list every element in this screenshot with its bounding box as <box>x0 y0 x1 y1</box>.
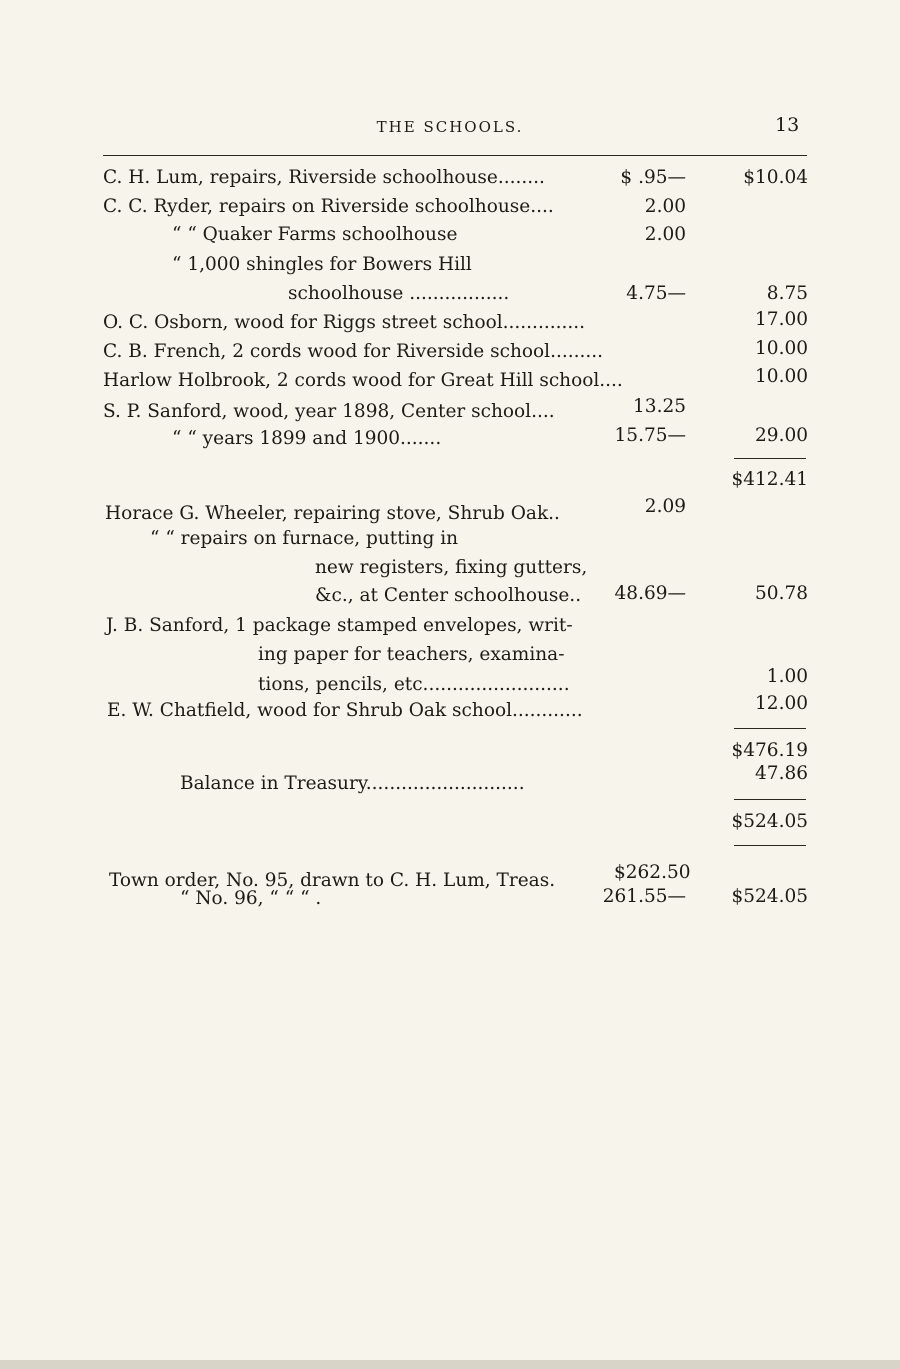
ledger-total: 17.00 <box>755 309 808 330</box>
ledger-subamount: 4.75— <box>626 283 686 304</box>
sum-rule <box>734 728 806 729</box>
ledger-total: 1.00 <box>766 666 808 687</box>
ledger-total: 10.00 <box>755 338 808 359</box>
ledger-total: 50.78 <box>755 583 808 604</box>
ledger-line: “ “ repairs on furnace, putting in <box>150 528 459 549</box>
town-order-line: Town order, No. 95, drawn to C. H. Lum, Treas. <box>109 870 556 891</box>
ledger-total: 10.00 <box>755 366 808 387</box>
scan-edge <box>0 1360 900 1369</box>
ledger-line: tions, pencils, etc......................... <box>258 674 570 695</box>
ledger-subamount: 2.09 <box>644 496 686 517</box>
ledger-line: new registers, fixing gutters, <box>315 557 588 578</box>
sum-rule <box>734 845 806 846</box>
header-rule <box>103 155 807 156</box>
town-order-amount: 261.55— <box>602 886 686 907</box>
ledger-line: J. B. Sanford, 1 package stamped envelopes, writ- <box>106 615 573 636</box>
ledger-line: C. H. Lum, repairs, Riverside schoolhouse........ <box>103 167 545 188</box>
grand-total: $524.05 <box>731 811 808 832</box>
town-order-amount: $262.50 <box>614 862 691 883</box>
ledger-subamount: $ .95— <box>620 167 686 188</box>
ledger-line: schoolhouse ................. <box>288 283 510 304</box>
subtotal: $412.41 <box>731 469 808 490</box>
ledger-subamount: 48.69— <box>614 583 686 604</box>
ledger-line: “ 1,000 shingles for Bowers Hill <box>172 254 472 275</box>
ledger-subamount: 2.00 <box>644 224 686 245</box>
ledger-subamount: 2.00 <box>644 196 686 217</box>
ledger-line: C. C. Ryder, repairs on Riverside schoolhouse.... <box>103 196 554 217</box>
ledger-line: E. W. Chatfield, wood for Shrub Oak school............ <box>107 700 583 721</box>
ledger-total: 29.00 <box>755 425 808 446</box>
ledger-total: 8.75 <box>766 283 808 304</box>
subtotal: $476.19 <box>731 740 808 761</box>
balance-amount: 47.86 <box>755 763 808 784</box>
page-number: 13 <box>775 114 800 136</box>
ledger-line: &c., at Center schoolhouse.. <box>315 585 582 606</box>
ledger-line: “ “ Quaker Farms schoolhouse <box>172 224 458 245</box>
ledger-total: 12.00 <box>755 693 808 714</box>
ledger-total: $10.04 <box>743 167 808 188</box>
ledger-line: S. P. Sanford, wood, year 1898, Center school.... <box>103 401 555 422</box>
grand-total: $524.05 <box>731 886 808 907</box>
ledger-line: C. B. French, 2 cords wood for Riverside school......... <box>103 341 604 362</box>
ledger-line: ing paper for teachers, examina- <box>258 644 565 665</box>
ledger-subamount: 13.25 <box>633 396 686 417</box>
running-header: THE SCHOOLS. <box>376 118 524 136</box>
sum-rule <box>734 458 806 459</box>
ledger-line: O. C. Osborn, wood for Riggs street school.............. <box>103 312 585 333</box>
ledger-line: Harlow Holbrook, 2 cords wood for Great Hill school.... <box>103 370 623 391</box>
sum-rule <box>734 799 806 800</box>
town-order-line: “ No. 96, “ “ “ . <box>180 888 322 909</box>
balance-line: Balance in Treasury........................... <box>180 773 525 794</box>
ledger-line: “ “ years 1899 and 1900....... <box>172 428 442 449</box>
ledger-line: Horace G. Wheeler, repairing stove, Shrub Oak.. <box>105 503 560 524</box>
ledger-subamount: 15.75— <box>614 425 686 446</box>
